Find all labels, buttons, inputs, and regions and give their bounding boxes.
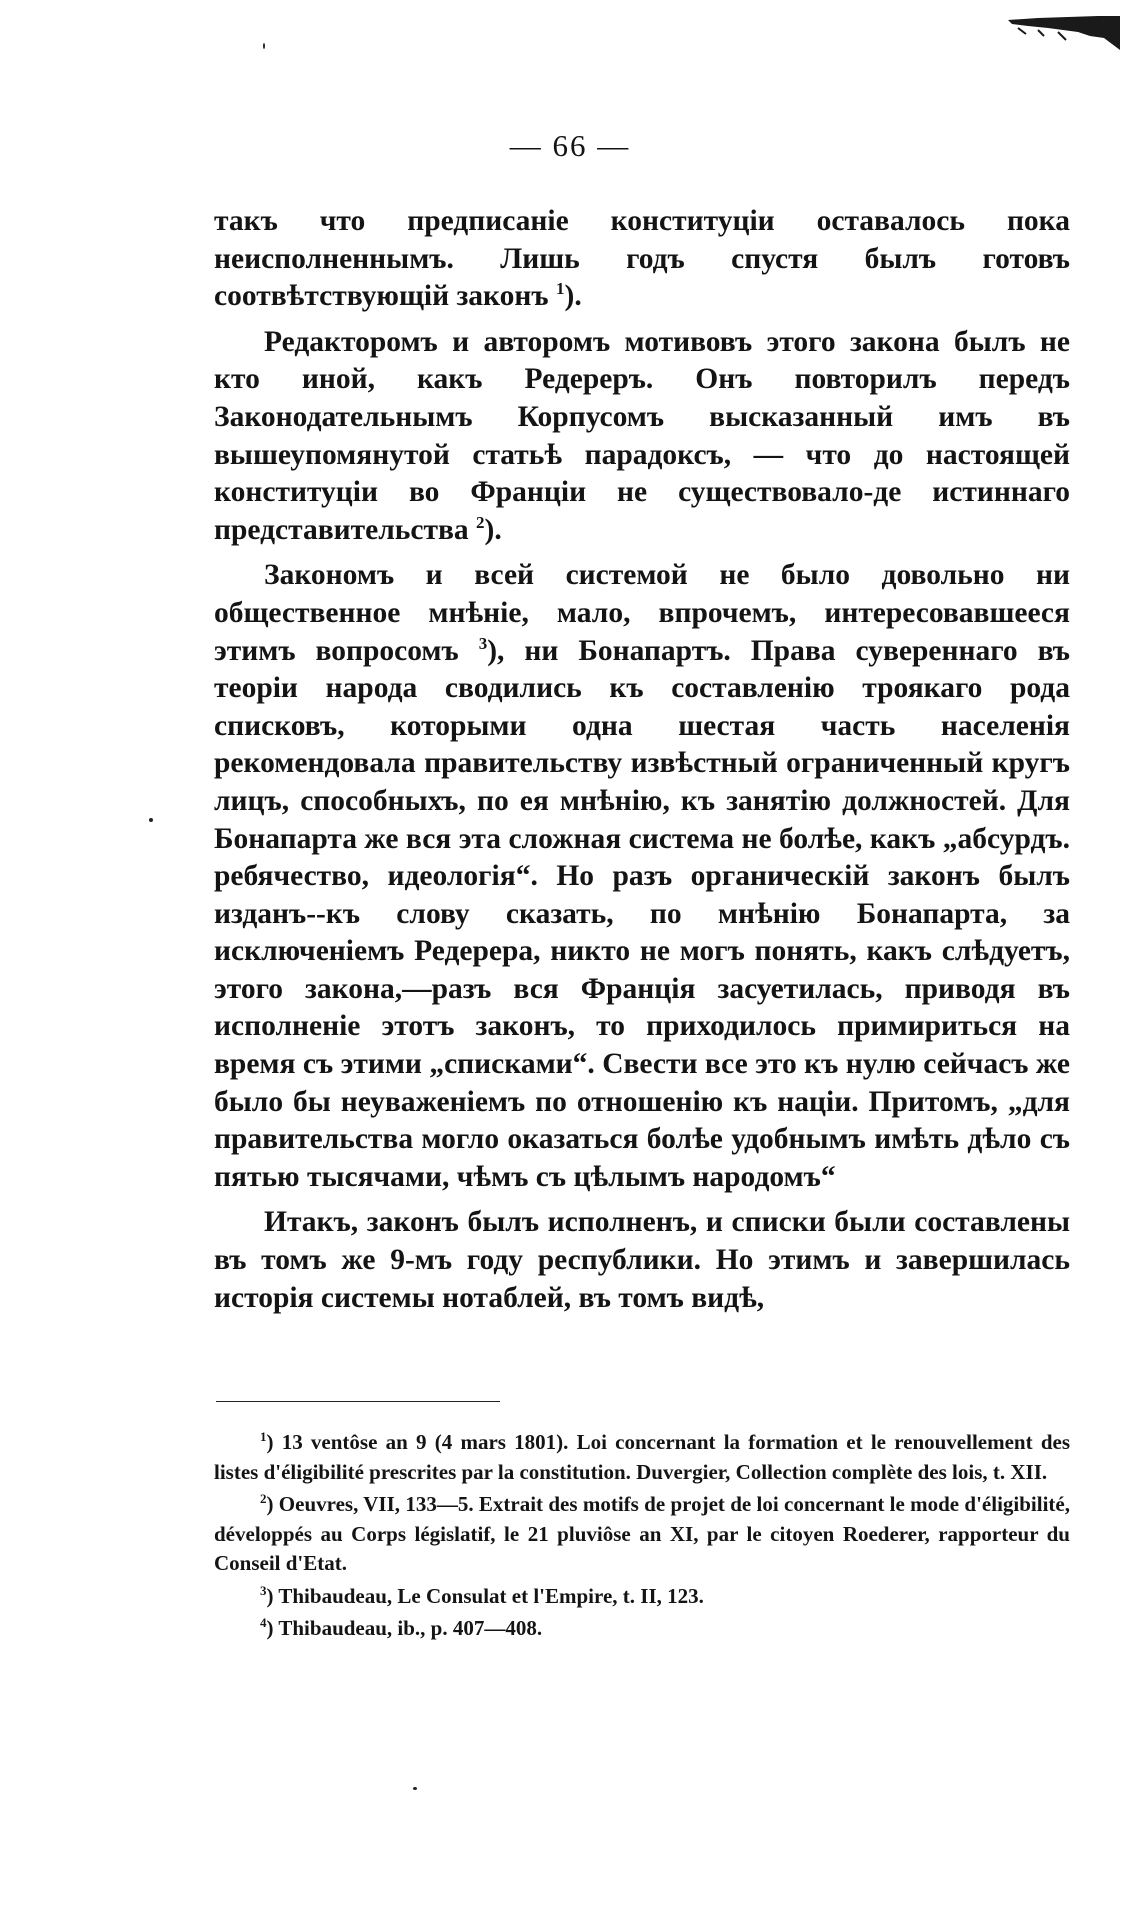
footnote-mark: 3	[260, 1582, 267, 1598]
footnote-text: ) 13 ventôse an 9 (4 mars 1801). Loi concernant la formation et le renouvellement des listes d'éligibilité prescrites par la constitution. Duvergier, Collection complète des lois, t. XII.	[214, 1430, 1070, 1484]
footnote-text: ) Thibaudeau, ib., p. 407—408.	[266, 1616, 543, 1640]
paragraph	[214, 324, 1070, 550]
footnote-mark: 1	[260, 1429, 267, 1444]
paragraph-text: ), ни Бонапартъ. Права сувереннаго въ теоріи народа сводились къ составленію троякаго рода списковъ, которыми одна шестая часть населенія рекомендовала правительству извѣстный ограниченный кругъ лицъ, способныхъ, по ея мнѣнію, къ занятію должностей. Для Бонапарта же вся эта сложная система не болѣе, какъ „абсурдъ. ребячество, идеологія“. Но разъ органическій законъ былъ изданъ--къ слову сказать, по мнѣнію Бонапарта, за исключеніемъ Редерера, никто не могъ понять, какъ слѣдуетъ, этого закона,—разъ вся Франція засуетилась, приводя въ исполненіе этотъ законъ, то приходилось примириться на время съ этими „списками“. Свести все это къ нулю сейчасъ же было бы неуваженіемъ по отношенію къ націи. Притомъ, „для правительства могло оказаться болѣе удобнымъ имѣть дѣло съ пятью тысячами, чѣмъ съ цѣлымъ народомъ“	[214, 634, 1070, 1193]
scan-speck	[263, 43, 265, 49]
footnote	[214, 1614, 1070, 1644]
paragraph-text: ).	[484, 513, 502, 546]
footnotes	[214, 1428, 1070, 1644]
scan-artifact	[1008, 14, 1122, 52]
paragraph-text: Редакторомъ и авторомъ мотивовъ этого закона былъ не кто иной, какъ Редереръ. Онъ повторилъ передъ Законодательнымъ Корпусомъ высказанный имъ въ вышеупомянутой статьѣ парадоксъ, — что до настоящей конституціи во Франціи не существовало-де истиннаго представительства	[214, 325, 1070, 546]
paragraph-text: такъ что предписаніе конституціи оставалось пока неисполненнымъ. Лишь годъ спустя былъ готовъ соотвѣтствующій законъ	[214, 205, 1070, 313]
footnote-text: ) Thibaudeau, Le Consulat et l'Empire, t. II, 123.	[266, 1583, 704, 1608]
scan-speck	[149, 818, 153, 822]
body-text	[214, 203, 1070, 1317]
footnote-mark: 4	[260, 1615, 267, 1630]
footnote-ref: 3	[478, 633, 488, 653]
footnote-divider	[216, 1401, 500, 1402]
paragraph	[214, 557, 1070, 1196]
page-number: — 66 —	[509, 128, 631, 163]
footnote-text: ) Oeuvres, VII, 133—5. Extrait des motifs de projet de loi concernant le mode d'éligibilité, développés au Corps législatif, le 21 pluviôse an XI, par le citoyen Roederer, rapporteur du Conseil d'Etat.	[214, 1492, 1070, 1575]
paragraph	[214, 203, 1070, 316]
paragraph-text: ).	[564, 280, 582, 313]
paragraph	[214, 1204, 1070, 1317]
footnote	[214, 1490, 1070, 1579]
scan-speck	[413, 1787, 417, 1790]
paragraph-text: Закономъ и всей системой не было довольно ни общественное мнѣніе, мало, впрочемъ, интересовавшееся этимъ вопросомъ	[214, 559, 1070, 667]
footnote	[214, 1428, 1070, 1487]
paragraph-text: Итакъ, законъ былъ исполненъ, и списки были составлены въ томъ же 9-мъ году республики. Но этимъ и завершилась исторія системы нотаблей, въ томъ видѣ,	[214, 1206, 1070, 1314]
footnote	[214, 1582, 1070, 1612]
footnote-ref: 2	[476, 512, 485, 532]
footnote-ref: 1	[556, 279, 565, 299]
footnote-mark: 2	[260, 1491, 267, 1506]
